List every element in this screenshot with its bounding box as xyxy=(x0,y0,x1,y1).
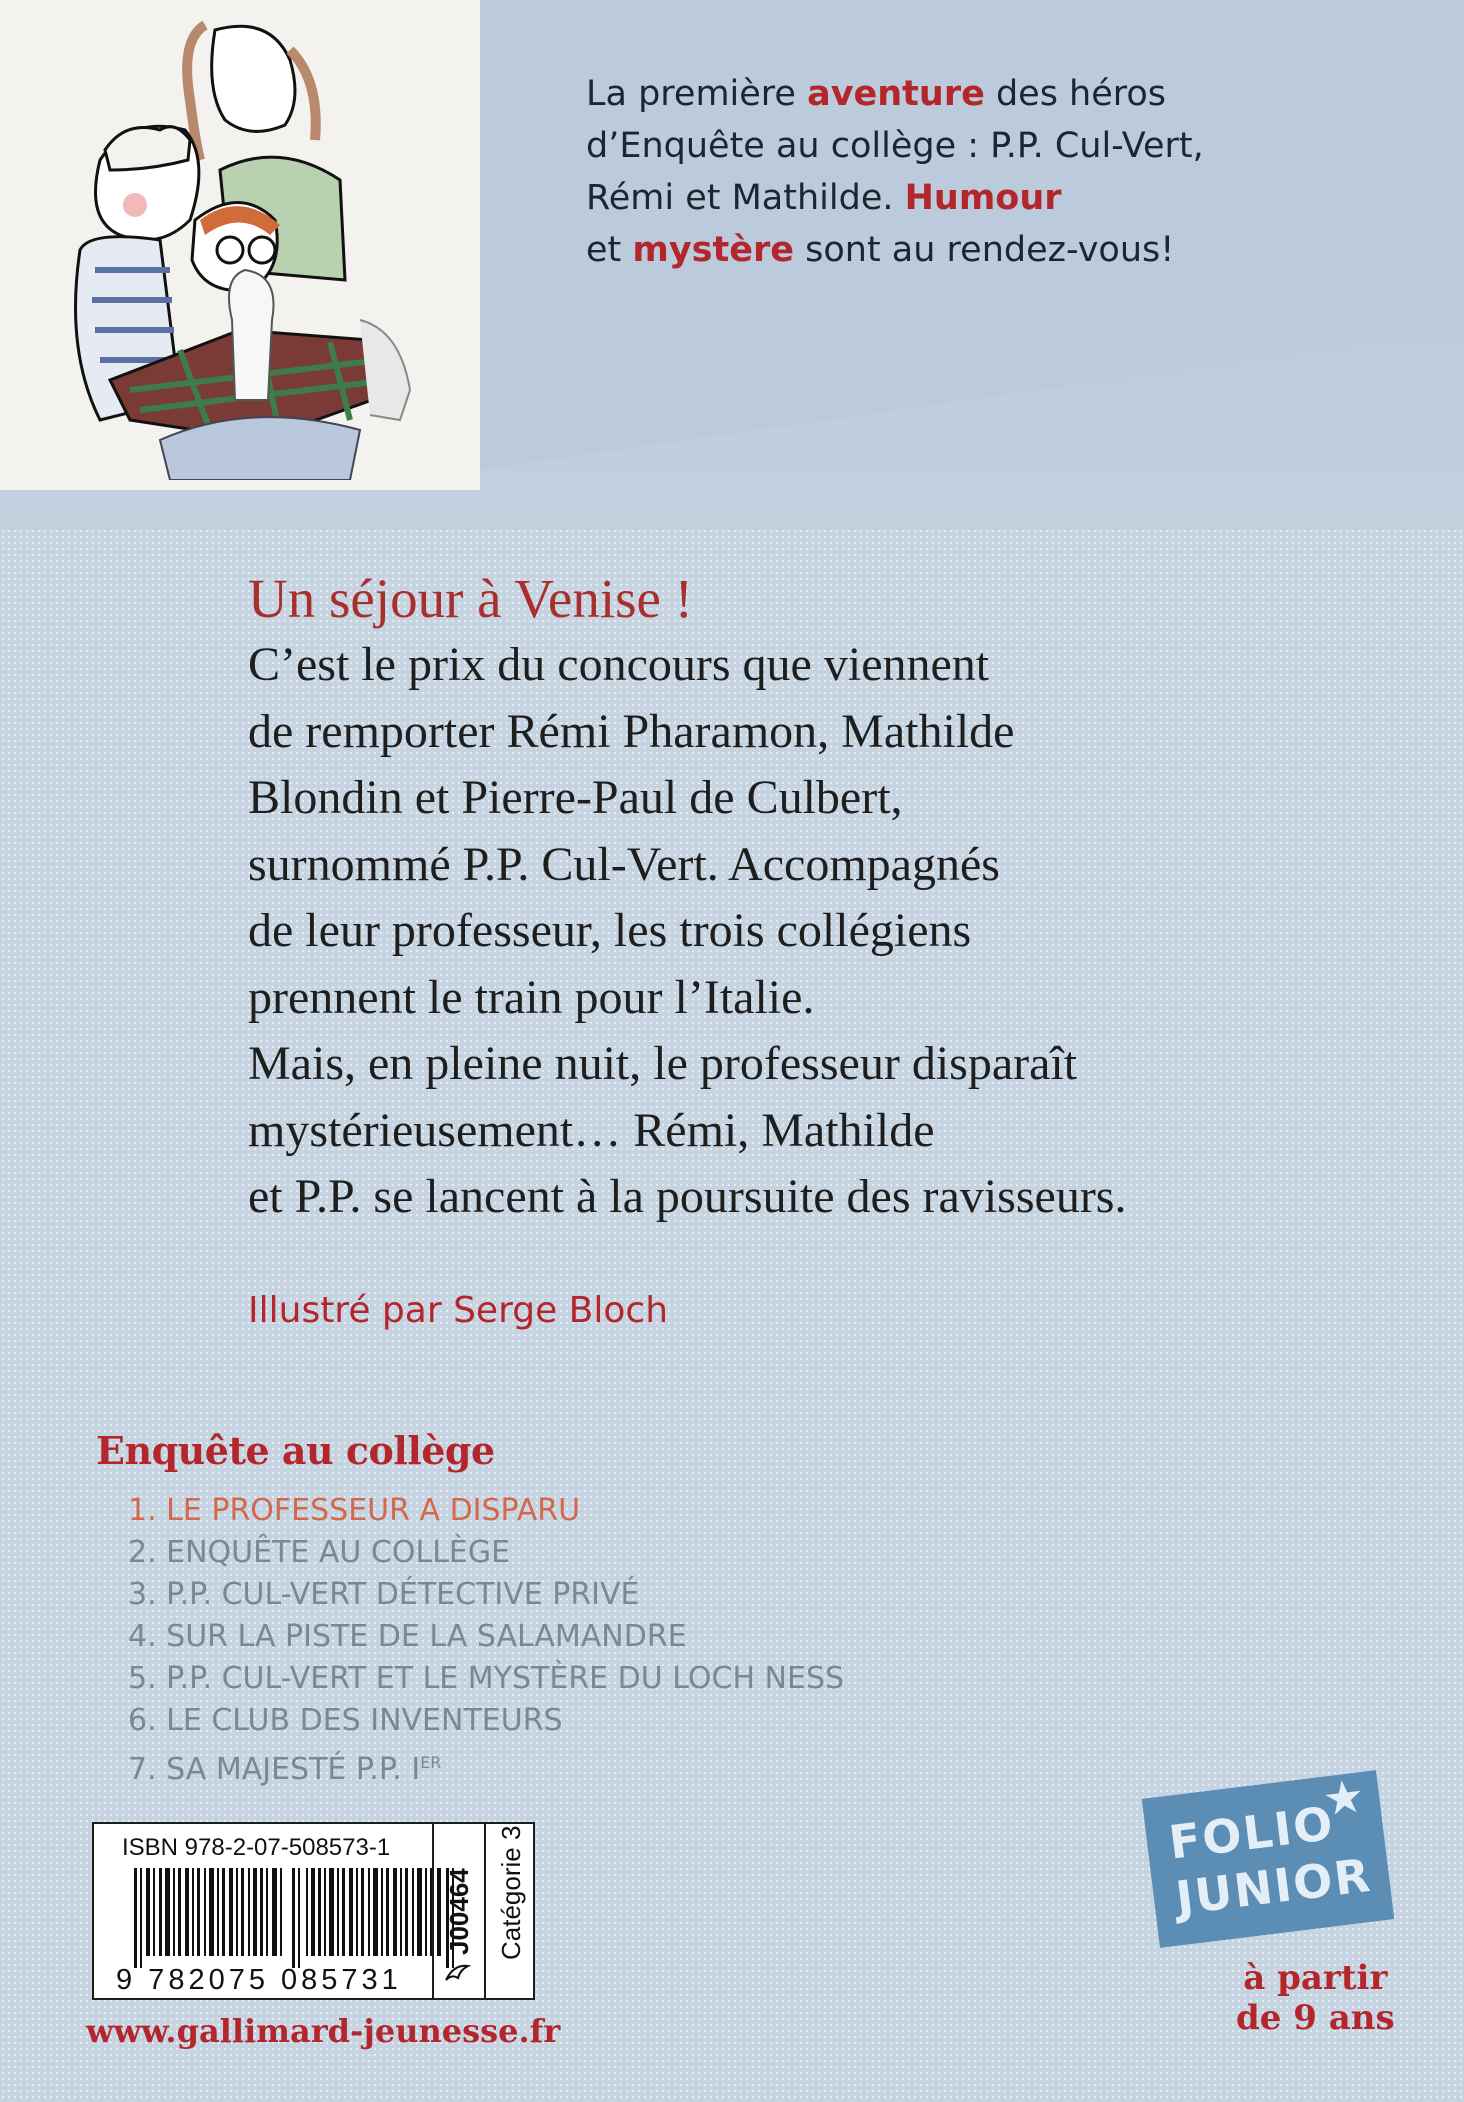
barcode-digits: 9 782075 085731 xyxy=(116,1964,402,1996)
illustration-panel xyxy=(0,0,480,490)
series-item: 5. P.P. CUL-VERT ET LE MYSTÈRE DU LOCH NESS xyxy=(128,1661,845,1696)
series-list xyxy=(128,1490,844,1791)
illustrator-credit: Illustré par Serge Bloch xyxy=(248,1290,669,1331)
barcode xyxy=(134,1868,464,1968)
series-item: 6. LE CLUB DES INVENTEURS xyxy=(128,1703,563,1738)
blurb xyxy=(586,68,1286,276)
summary-line: surnommé P.P. Cul-Vert. Accompagnés xyxy=(248,837,1000,891)
age-label: à partir de 9 ans xyxy=(1236,1958,1395,2038)
product-code: J00464 xyxy=(444,1868,474,1955)
blurb-line-1: La première aventure des héros xyxy=(586,74,1167,114)
blurb-line-4: et mystère sont au rendez-vous! xyxy=(586,230,1175,270)
series-item: 7. SA MAJESTÉ P.P. IER xyxy=(128,1752,442,1787)
summary-line: de leur professeur, les trois collégiens xyxy=(248,904,972,957)
website-link[interactable]: www.gallimard-jeunesse.fr xyxy=(86,2012,561,2050)
gallimard-bird-icon xyxy=(442,1958,472,1988)
characters-illustration xyxy=(40,20,460,480)
category-label: Catégorie 3 xyxy=(496,1825,526,1960)
highlight-mystere: mystère xyxy=(632,230,794,270)
summary-line: prennent le train pour l’Italie. xyxy=(248,970,815,1024)
summary-line: et P.P. se lancent à la poursuite des ravisseurs. xyxy=(248,1170,1127,1223)
logo-line-1: FOLIO xyxy=(1166,1795,1338,1870)
logo-line-2: JUNIOR xyxy=(1172,1847,1375,1926)
summary-title: Un séjour à Venise ! xyxy=(248,568,693,629)
series-item-current: 1. LE PROFESSEUR A DISPARU xyxy=(128,1493,581,1528)
summary xyxy=(248,566,1368,1231)
summary-line: C’est le prix du concours que viennent xyxy=(248,638,990,691)
series-item: 3. P.P. CUL-VERT DÉTECTIVE PRIVÉ xyxy=(128,1577,640,1612)
isbn-text: ISBN 978-2-07-508573-1 xyxy=(122,1834,391,1861)
summary-line: de remporter Rémi Pharamon, Mathilde xyxy=(248,704,1015,758)
blurb-line-2: d’Enquête au collège : P.P. Cul-Vert, xyxy=(586,126,1204,166)
series-item: 4. SUR LA PISTE DE LA SALAMANDRE xyxy=(128,1619,687,1654)
blurb-line-3: Rémi et Mathilde. Humour xyxy=(586,178,1062,218)
highlight-aventure: aventure xyxy=(807,74,985,114)
star-icon: ★ xyxy=(1320,1768,1368,1826)
series-title: Enquête au collège xyxy=(96,1428,495,1473)
highlight-humour: Humour xyxy=(904,178,1062,218)
folio-junior-logo xyxy=(1142,1770,1395,1948)
summary-line: Mais, en pleine nuit, le professeur disparaît xyxy=(248,1037,1078,1090)
summary-line: Blondin et Pierre-Paul de Culbert, xyxy=(248,771,903,824)
series-item: 2. ENQUÊTE AU COLLÈGE xyxy=(128,1535,511,1570)
divider xyxy=(432,1824,434,1998)
superscript: ER xyxy=(420,1753,442,1772)
divider xyxy=(484,1824,486,1998)
summary-line: mystérieusement… Rémi, Mathilde xyxy=(248,1103,935,1157)
